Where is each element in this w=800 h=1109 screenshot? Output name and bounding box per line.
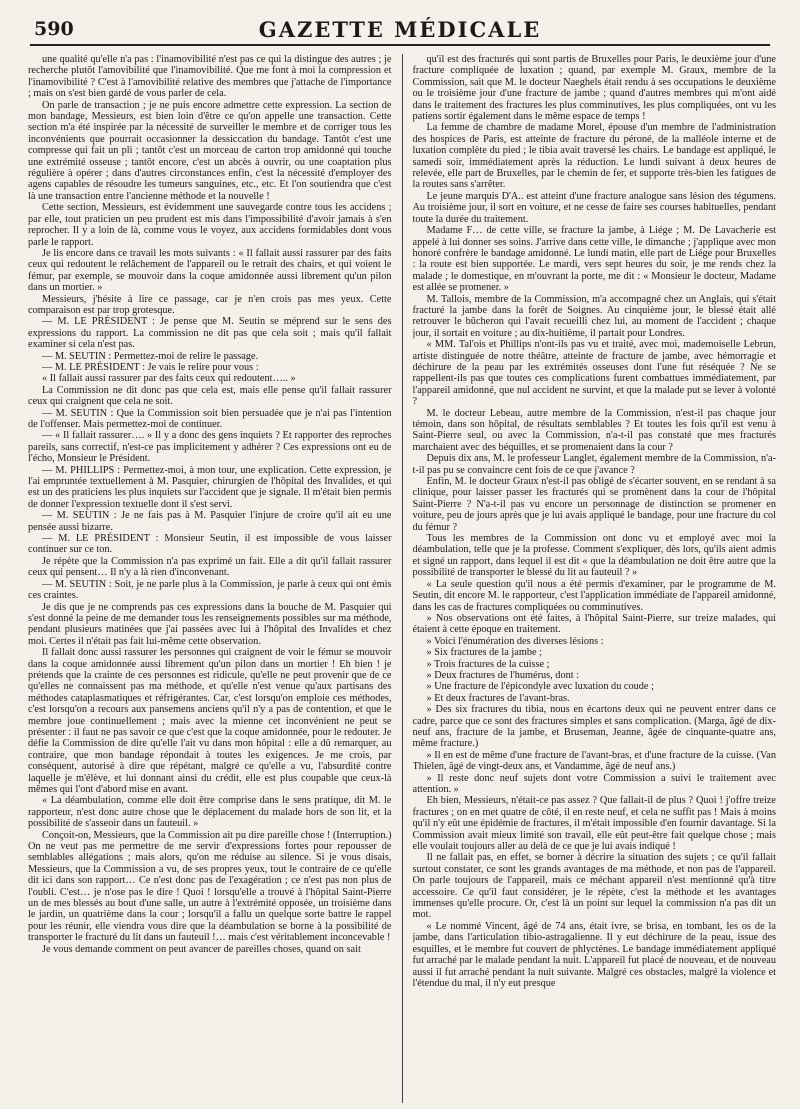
paragraph: — « Il fallait rassurer…. » Il y a donc des gens inquiets ? Et rapporter des reproches pareils, sans correctif, n'est-ce pas implicitement y adhérer ? Ces expressions ont eu de l'écho, Monsieur le Président. xyxy=(28,430,392,465)
paragraph: » Deux fractures de l'humérus, dont : xyxy=(426,669,580,681)
paragraph: » Une fracture de l'épicondyle avec luxation du coude ; xyxy=(426,681,654,693)
paragraph: Conçoit-on, Messieurs, que la Commission ait pu dire pareille chose ! (Interruption.) On ne veut pas me permettre de me servir d'expressions fortes pour repousser de semblables allégations ; mais alors, qu'on me réduise au silence. Si je vous disais, Messieurs, que la Commission a vu, de ses propres yeux, tout le contraire de ce qu'elle dit ici dans son rapport… Ce n'est donc pas de l'exagération ; ce n'est pas non plus de l'oubli. C'est… je n'ose pas le dire ! Quoi ! lorsqu'elle a trouvé à l'hôpital Saint-Pierre un de mes blessés au bout d'une salle, un autre à l'extrémité opposée, un troisième dans le jardin, un quatrième dans la cour ; lorsqu'il a fallu un quelque sorte battre le rappel pour les réunir, elle viendra vous dire que la déambulation se borne à la possibilité de transporter le fracturé du lit dans un fauteuil !… mais c'est véritablement inconcevable ! xyxy=(28,829,392,944)
paragraph: — M. SEUTIN : Que la Commission soit bien persuadée que je n'ai pas l'intention de l'offenser. Mais permettez-moi de continuer. xyxy=(28,407,392,430)
paragraph: Je lis encore dans ce travail les mots suivants : « Il fallait aussi rassurer par des faits ceux qui redoutent le relâchement de l'appareil ou le retrait des chairs, et qui voient le fémur, par exemple, se mouvoir dans la coque amidonnée aussi librement qu'un pilon dans un mortier. » xyxy=(28,247,392,294)
column-rule xyxy=(402,54,403,1103)
paragraph: Il ne fallait pas, en effet, se borner à décrire la situation des sujets ; ce qu'il fallait surtout constater, ce sont les grands avantages de ma méthode, et non pas de l'appareil. On parle toujours de l'appareil, mais ce méchant appareil n'est mentionné qu'à titre accessoire. Ce qu'il faut considérer, je le répète, c'est la méthode et les avantages immenses qu'elle procure. Or, c'est là un point sur lequel la commission n'a pas dit un mot. xyxy=(412,852,776,921)
page-header xyxy=(30,12,770,46)
paragraph: Cette section, Messieurs, est évidemment une sauvegarde contre tous les accidens ; par elle, tout praticien un peu prudent est mis dans l'impossibilité d'avoir jamais à s'en reprocher. Il y a loin de là, comme vous le voyez, aux accidens formidables dont vous parle le rapport. xyxy=(28,202,392,248)
paragraph: — M. LE PRÉSIDENT : Je pense que M. Seutin se méprend sur le sens des expressions du rapport. La commission ne dit pas que cela soit ; mais qu'il fallait examiner si cela n'est pas. xyxy=(28,316,392,351)
paragraph: Eh bien, Messieurs, n'était-ce pas assez ? Que fallait-il de plus ? Quoi ! j'offre treize fractures ; on en met quatre de côté, il en reste neuf, et cela ne suffit pas ! Mais à moins qu'il n'y eût une épidémie de fractures, il m'était impossible d'en fournir davantage. Si la Commission avait mieux limité son travail, elle eût peut-être fait quelque chose ; mais elle voulait toujours aller au delà de ce que je lui avais indiqué ! xyxy=(412,795,776,853)
paragraph: — M. LE PRÉSIDENT : Monsieur Seutin, il est impossible de vous laisser continuer sur ce ton. xyxy=(28,533,392,556)
paragraph: La Commission ne dit donc pas que cela est, mais elle pense qu'il fallait rassurer ceux qui craignent que cela ne soit. xyxy=(28,384,392,408)
paragraph: » Nos observations ont été faites, à l'hôpital Saint-Pierre, sur treize malades, qui étaient à cette époque en traitement. xyxy=(412,612,776,636)
paragraph: qu'il est des fracturés qui sont partis de Bruxelles pour Paris, le deuxième jour d'une fracture compliquée de luxation ; quand, par exemple M. Graux, membre de la Commission, sait que M. le docteur Naeghels était rendu à ses occupations le deuxième ou le troisième jour d'une fracture de jambe ; quand d'autres membres qui m'ont aidé dans le traitement des fractures les plus comminutives, les plus compliquées, ont vu les patiens sortir également dans le même espace de temps ! xyxy=(412,54,776,123)
left-column xyxy=(28,54,392,1103)
paragraph: une qualité qu'elle n'a pas : l'inamovibilité n'est pas ce qui la distingue des autres ; je recherche plutôt l'amovibilité que l'inamovibilité. Que me font à moi la compression et l'inamovibilité ? C'est à l'amovibilité relative des membres que j'attache de l'importance ; mais on s'est bien gardé de vous parler de cela. xyxy=(28,54,392,100)
paragraph: Enfin, M. le docteur Graux n'est-il pas obligé de s'écarter souvent, en se rendant à sa clinique, pour laisser passer les fracturés qui se promènent dans la cour de l'hôpital Saint-Pierre ? N'a-t-il pas vu encore un personnage de distinction se promener en voiture, peu de jours après que je lui avais appliqué le bandage, pour une fracture du col du fémur ? xyxy=(412,476,776,533)
paragraph: » Et deux fractures de l'avant-bras. xyxy=(426,692,570,704)
paragraph: M. le docteur Lebeau, autre membre de la Commission, n'est-il pas chaque jour témoin, dans son hôpital, de résultats semblables ? Et toutes les fois qu'il est venu à Saint-Pierre seul, ou avec la Commission, n'a-t-il pas constaté que mes fracturés marchaient avec des béquilles, et se promenaient dans la cour ? xyxy=(412,407,776,453)
paragraph: » Voici l'énumération des diverses lésions : xyxy=(426,635,604,647)
paragraph: » Trois fractures de la cuisse ; xyxy=(426,658,550,670)
paragraph: « La seule question qu'il nous a été permis d'examiner, par le programme de M. Seutin, dit encore M. le rapporteur, c'est l'application immédiate de l'appareil amidonné, dans les cas de fractures compliquées ou comminutives. xyxy=(412,578,776,613)
paragraph: — M. SEUTIN : Permettez-moi de relire le passage. xyxy=(42,350,259,362)
paragraph: — M. PHILLIPS : Permettez-moi, à mon tour, une explication. Cette expression, je l'ai empruntée textuellement à M. Pasquier, chirurgien de l'hôpital des Invalides, et qui est un des praticiens les plus inquiets sur l'accident que je signale. Il m'était bien permis de donner l'expression textuelle dont il s'est servi. xyxy=(28,464,392,510)
paragraph: Le jeune marquis D'A.. est atteint d'une fracture analogue sans lésion des tégumens. Au troisième jour, il sort en voiture, et ne cesse de faire ses courses habituelles, pendant toute la durée du traitement. xyxy=(412,190,776,225)
paragraph: Depuis dix ans, M. le professeur Langlet, également membre de la Commission, n'a-t-il pas pu se convaincre cent fois de ce que j'avance ? xyxy=(412,453,776,476)
paragraph: Je répète que la Commission n'a pas exprimé un fait. Elle a dit qu'il fallait rassurer ceux qui pensent… Il n'y a là rien d'inconvenant. xyxy=(28,555,392,579)
paragraph: — M. LE PRÉSIDENT : Je vais le relire pour vous : xyxy=(42,361,259,373)
paragraph: — M. SEUTIN : Soit, je ne parle plus à la Commission, je parle à ceux qui ont émis ces craintes. xyxy=(28,578,392,602)
paragraph: » Il reste donc neuf sujets dont votre Commission a suivi le traitement avec attention. » xyxy=(412,772,776,795)
paragraph: » Six fractures de la jambe ; xyxy=(426,647,543,659)
paragraph: » Il en est de même d'une fracture de l'avant-bras, et d'une fracture de la cuisse. (Van Thielen, âgé de vingt-deux ans, et Vandamme, âgé de neuf ans.) xyxy=(412,749,776,773)
paragraph: « MM. Tal'ois et Phillips n'ont-ils pas vu et traité, avec moi, mademoiselle Lebrun, artiste distinguée de notre théâtre, atteinte de fracture de jambe, avec hémorragie et déchirure de la peau par les extrémités osseuses dont l'une fut réséquée ? Ne se rappellent-ils pas que toutes ces complications furent combattues immédiatement, par l'appareil amidonné, que nul accident ne survint, et que la malade put se lever à volonté ? xyxy=(412,339,776,408)
paragraph: M. Tallois, membre de la Commission, m'a accompagné chez un Anglais, qui s'était fracturé la jambe dans la forêt de Soignes. Au cinquième jour, le blessé était allé retrouver le bûcheron qui l'avait recueilli chez lui, au moment de l'accident ; chaque jour, il sortait en voiture ; au dix-huitième, il partait pour Londres. xyxy=(412,293,776,339)
right-column xyxy=(413,54,777,1103)
paragraph: Il fallait donc aussi rassurer les personnes qui craignent de voir le fémur se mouvoir dans la coque amidonnée aussi librement qu'un pilon dans un mortier ! Eh bien ! je prétends que la crainte de ces personnes est ridicule, qu'elle ne peut provenir que de ce qu'elles ne connaissent pas ma méthode, et qu'elle n'est venue qu'aux partisans des méthodes cataplasmatiques et réfrigérantes. Car, c'est lorsqu'on emploie ces méthodes, c'est lorsqu'on a recours aux pansemens anciens qu'il n'y a pas de contention, et que le membre joue continuellement ; mais avec la mienne cet inconvénient ne peut se présenter : il faut ne pas savoir ce que c'est que la coque amidonnée, pour le redouter. Je défie la Commission de dire qu'elle l'ait vu dans mon hôpital : elle a dû remarquer, au contraire, que mon bandage répondait à toutes les exigences. Je me crois, par conséquent, autorisé à dire que répétant, malgré ce qu'elle a vu, l'absurdité contre laquelle je m'élève, et lui donnant ainsi du crédit, elle est plus coupable que ceux-là mêmes qui l'ont d'abord mise en avant. xyxy=(28,647,392,795)
paragraph: » Des six fractures du tibia, nous en écartons deux qui ne peuvent entrer dans ce cadre, parce que ce sont des fractures simples et sans complication. (Marga, âgé de dix-neuf ans, fracture de la jambe, et Bruseman, Jeanne, âgée de cinquante-quatre ans, même fracture.) xyxy=(412,704,776,750)
paragraph: Je dis que je ne comprends pas ces expressions dans la bouche de M. Pasquier qui s'est donné la peine de me demander tous les renseignements possibles sur ma méthode, pendant plusieurs matinées que j'ai passées avec lui à l'hôpital des Invalides et chez moi. Certes il n'était pas fait lui-même cette observation. xyxy=(28,601,392,647)
page-number: 590 xyxy=(34,18,74,40)
journal-title: GAZETTE MÉDICALE xyxy=(258,17,542,42)
paragraph: « Il fallait aussi rassurer par des faits ceux qui redoutent….. » xyxy=(42,373,296,385)
paragraph: Je vous demande comment on peut avancer de pareilles choses, quand on sait xyxy=(42,943,361,955)
article-columns xyxy=(28,54,776,1103)
paragraph: La femme de chambre de madame Morel, épouse d'un membre de l'administration des hospices de Paris, est atteinte de fracture du péroné, de la malléole interne et de luxation complète du pied ; le tibia avait traversé les chairs. Le bandage est appliqué, le samedi soir, immédiatement après la réduction. Le lundi suivant à deux heures de relevée, elle part de Bruxelles, par le chemin de fer, et supporte très-bien les fatigues de la routes sans s'arrêter. xyxy=(412,122,776,191)
paragraph: Messieurs, j'hésite à lire ce passage, car je n'en crois pas mes yeux. Cette comparaison est par trop grotesque. xyxy=(28,293,392,316)
paragraph: « La déambulation, comme elle doit être comprise dans le sens pratique, dit M. le rapporteur, n'est donc autre chose que le déplacement du malade hors de son lit, et la possibilité de s'asseoir dans un fauteuil. » xyxy=(28,795,392,830)
paragraph: — M. SEUTIN : Je ne fais pas à M. Pasquier l'injure de croire qu'il ait eu une pensée aussi bizarre. xyxy=(28,510,392,533)
paragraph: Madame F… de cette ville, se fracture la jambe, à Liége ; M. De Lavacherie est appelé à lui donner ses soins. J'arrive dans cette ville, le dimanche ; j'applique avec mon honoré confrère le bandage amidonné. Le lundi matin, elle part de Liége pour Bruxelles : la route est bien supportée. Le mardi, vers sept heures du soir, je me rends chez la malade ; le domestique, en m'ouvrant la porte, me dit : « Monsieur le docteur, Madame est allée se promener. » xyxy=(412,225,776,294)
paragraph: Tous les membres de la Commission ont donc vu et employé avec moi la déambulation, telle que je la professe. Comment s'expliquer, dès lors, qu'ils aient admis et signé un rapport, dans lequel il est dit « que la déambulation ne doit être autre que la possibilité de transporter le blessé du lit au fauteuil ? » xyxy=(412,533,776,579)
paragraph: On parle de transaction ; je ne puis encore admettre cette expression. La section de mon bandage, Messieurs, est bien loin d'être ce qu'on appelle une transaction. Cette section m'a été inspirée par la nécessité de surveiller le membre et de corriger tous les inconvénients que pourrait occasionner la dessiccation du bandage. Tantôt c'est une compresse qui fait un pli ; tantôt c'est un morceau de carton trop amidonné qui touche une extrémité osseuse ; tantôt encore, c'est un abcès à ouvrir, ou une coaptation plus régulière à opérer ; dans d'autres circonstances enfin, c'est la nécessité d'employer des agens capables de résoudre les tumeurs sanguines, etc., etc. Et l'on soutiendra que c'est là une transaction entre l'ancienne méthode et la nouvelle ! xyxy=(28,99,392,202)
paragraph: « Le nommé Vincent, âgé de 74 ans, était ivre, se brisa, en tombant, les os de la jambe, dans l'articulation tibio-astragalienne. Il y eut déchirure de la peau, issue des esquilles, et le membre fut couvert de phlyctènes. Le bandage immédiatement appliqué fut arraché par le malade pendant la nuit. L'appareil fut placé de nouveau, et de nouveau aussi il fut arraché pendant la nuit suivante. Malgré ces obstacles, malgré la violence et l'étendue du mal, il n'y eut presque xyxy=(412,920,776,989)
